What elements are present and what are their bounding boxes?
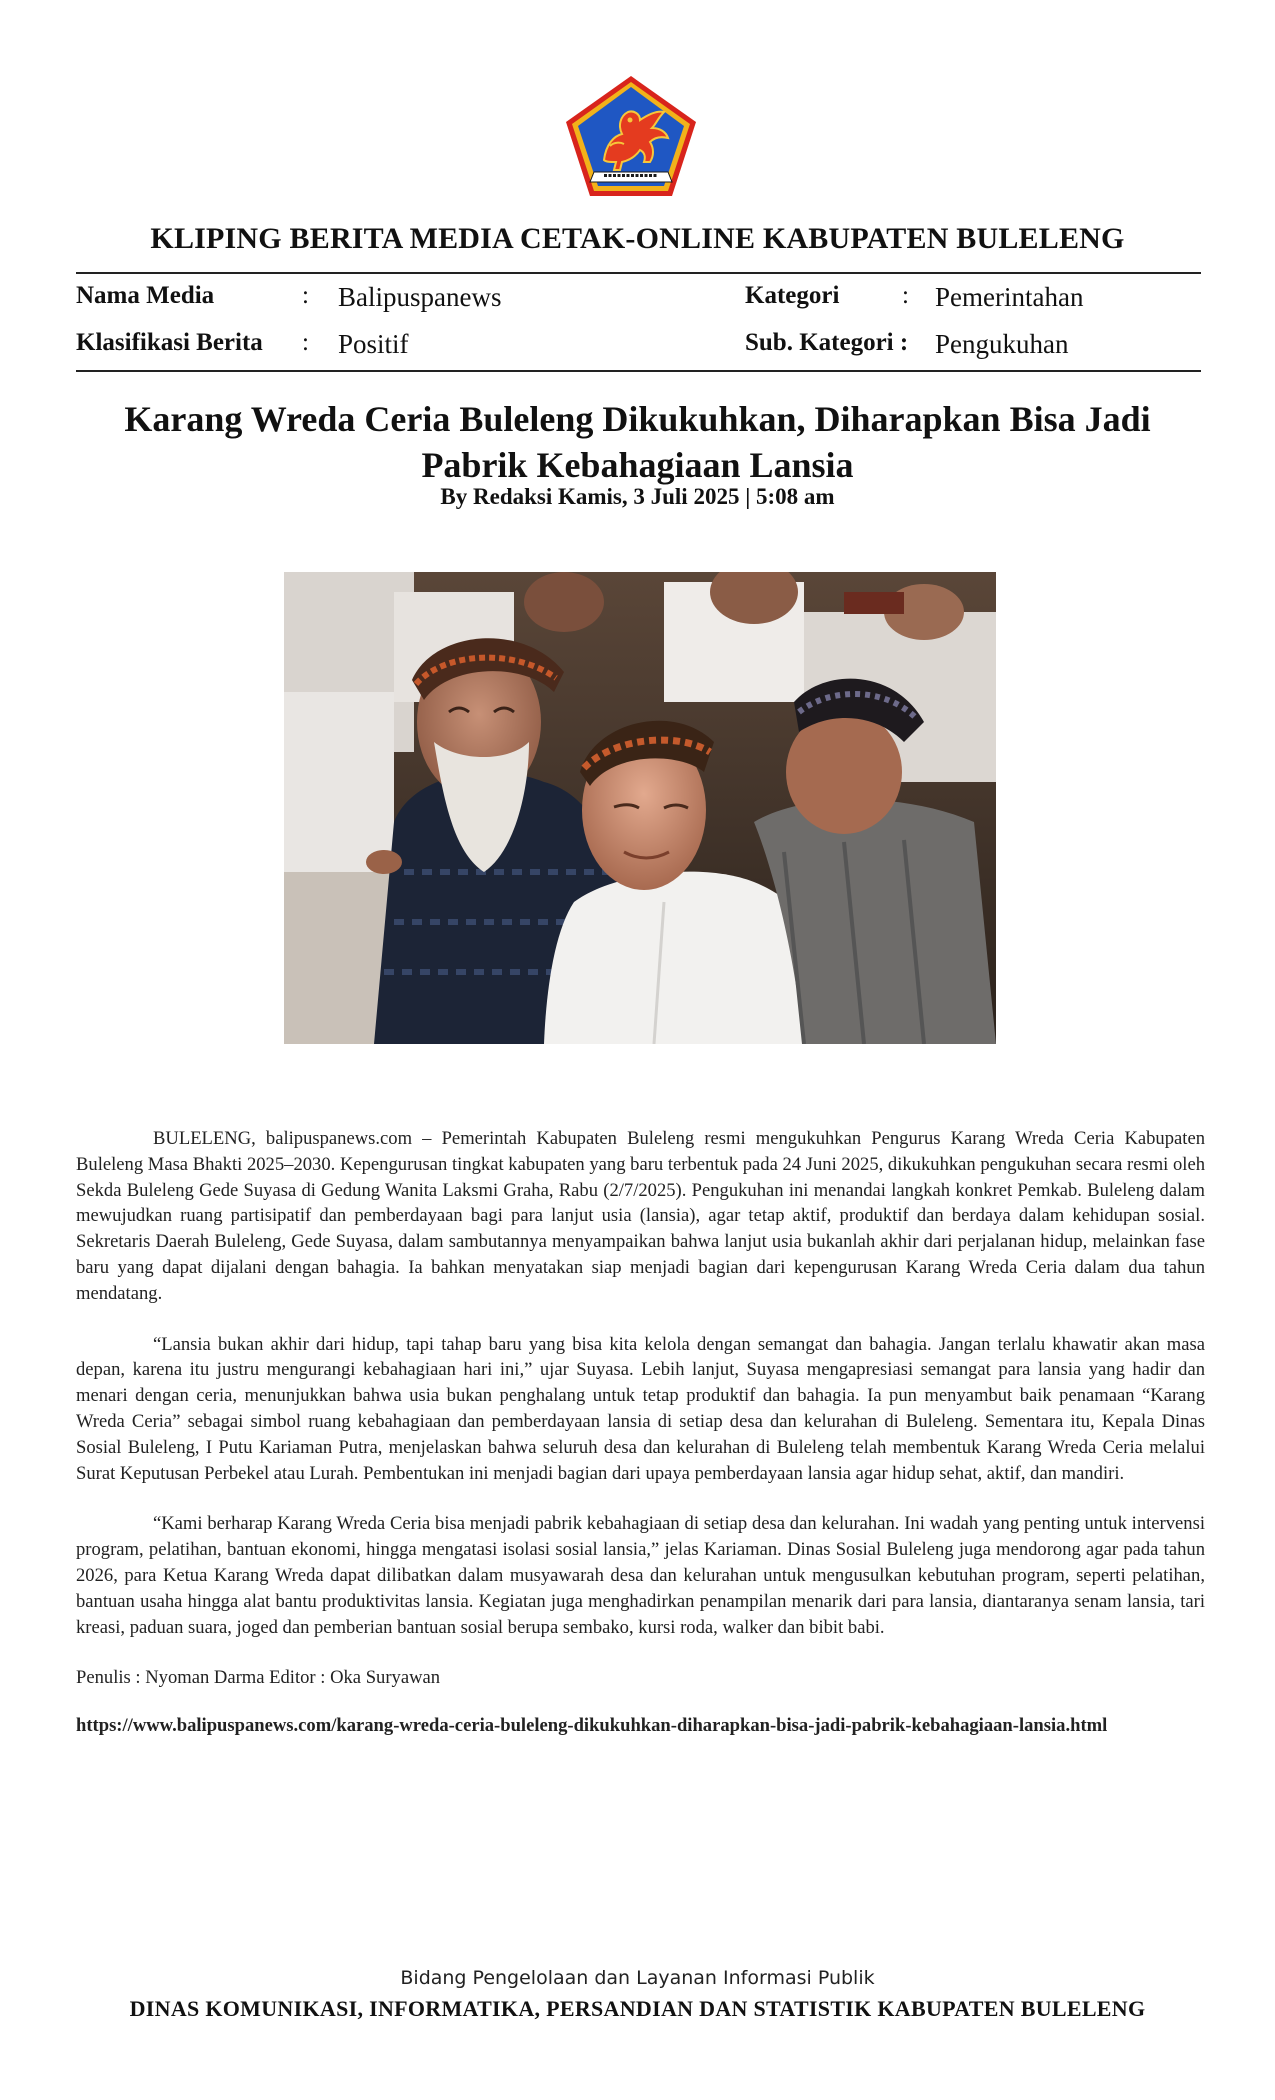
article-body	[76, 1126, 1205, 1739]
metadata-row-1	[0, 282, 1275, 318]
nama-media-label: Nama Media	[76, 282, 215, 309]
klasifikasi-berita-value: Positif	[338, 329, 409, 359]
kategori-label: Kategori	[745, 282, 840, 309]
klasifikasi-berita-colon: :	[302, 329, 309, 356]
kategori-value: Pemerintahan	[935, 282, 1084, 312]
header-divider-bottom	[76, 370, 1201, 372]
metadata-row-2	[0, 329, 1275, 365]
singa-ambara-raja-emblem-icon	[564, 74, 698, 200]
footer-agency: DINAS KOMUNIKASI, INFORMATIKA, PERSANDIAN DAN STATISTIK KABUPATEN BULELENG	[129, 1996, 1146, 2021]
header-divider-top	[76, 272, 1201, 274]
klasifikasi-berita-label: Klasifikasi Berita	[76, 329, 263, 356]
article-title	[110, 396, 1165, 488]
nama-media-colon: :	[302, 282, 309, 309]
elderly-men-udeng-photo	[284, 572, 996, 1044]
sub-kategori-value: Pengukuhan	[935, 329, 1069, 359]
kategori-colon: :	[902, 282, 909, 309]
document-header-title: KLIPING BERITA MEDIA CETAK-ONLINE KABUPATEN BULELENG	[150, 222, 1125, 255]
article-paragraph-1: BULELENG, balipuspanews.com – Pemerintah Kabupaten Buleleng resmi mengukuhkan Pengurus Karang Wreda Ceria Kabupaten Buleleng Masa Bhakti 2025–2030. Kepengurusan tingkat kabupaten yang baru terbentuk pada 24 Juni 2025, dikukuhkan pengukuhan secara resmi oleh Sekda Buleleng Gede Suyasa di Gedung Wanita Laksmi Graha, Rabu (2/7/2025). Pengukuhan ini menandai langkah konkret Pemkab. Buleleng dalam mewujudkan ruang partisipatif dan pemberdayaan bagi para lanjut usia (lansia), agar tetap aktif, produktif dan berdaya dalam kehidupan sosial. Sekretaris Daerah Buleleng, Gede Suyasa, dalam sambutannya menyampaikan bahwa lanjut usia bukanlah akhir dari perjalanan hidup, melainkan fase baru yang dapat dijalani dengan bahagia. Ia bahkan menyatakan siap menjadi bagian dari kepengurusan Karang Wreda Ceria dalam dua tahun mendatang.	[76, 1128, 1205, 1304]
article-paragraph-2: “Lansia bukan akhir dari hidup, tapi tahap baru yang bisa kita kelola dengan semangat dan bahagia. Jangan terlalu khawatir akan masa depan, karena itu justru mengurangi kebahagiaan hari ini,” ujar Suyasa. Lebih lanjut, Suyasa mengapresiasi semangat para lansia yang hadir dan menari dengan ceria, menunjukkan bahwa usia bukan penghalang untuk tetap produktif dan bahagia. Ia pun menyambut baik penamaan “Karang Wreda Ceria” sebagai simbol ruang kebahagiaan dan pemberdayaan lansia di setiap desa dan kelurahan di Buleleng. Sementara itu, Kepala Dinas Sosial Buleleng, I Putu Kariaman Putra, menjelaskan bahwa seluruh desa dan kelurahan di Buleleng telah membentuk Karang Wreda Ceria melalui Surat Keputusan Perbekel atau Lurah. Pembentukan ini menjadi bagian dari upaya pemberdayaan lansia agar hidup sehat, aktif, dan mandiri.	[76, 1333, 1205, 1484]
source-url-link[interactable]: https://www.balipuspanews.com/karang-wreda-ceria-buleleng-dikukuhkan-diharapkan-bisa-jadi-pabrik-kebahagiaan-lansia.html	[76, 1715, 1108, 1737]
article-paragraph-3: “Kami berharap Karang Wreda Ceria bisa menjadi pabrik kebahagiaan di setiap desa dan kelurahan. Ini wadah yang penting untuk intervensi program, pelatihan, bantuan ekonomi, hingga mengatasi isolasi sosial lansia,” jelas Kariaman. Dinas Sosial Buleleng juga mendorong agar pada tahun 2026, para Ketua Karang Wreda dapat dilibatkan dalam musyawarah desa dan kelurahan untuk mengusulkan kebutuhan program, seperti pelatihan, bantuan usaha hingga alat bantu produktivitas lansia. Kegiatan juga menghadirkan penampilan menarik dari para lansia, diantaranya senam lansia, tari kreasi, paduan suara, joged dan pemberian bantuan sosial berupa sembako, kursi roda, walker dan bibit babi.	[76, 1513, 1205, 1638]
article-title-line-2: Pabrik Kebahagiaan Lansia	[421, 445, 854, 485]
nama-media-value: Balipuspanews	[338, 282, 502, 312]
article-byline: By Redaksi Kamis, 3 Juli 2025 | 5:08 am	[440, 484, 835, 509]
sub-kategori-label: Sub. Kategori :	[745, 329, 909, 356]
footer-department: Bidang Pengelolaan dan Layanan Informasi Publik	[400, 1967, 875, 1989]
article-credits: Penulis : Nyoman Darma Editor : Oka Suryawan	[76, 1667, 441, 1689]
article-title-line-1: Karang Wreda Ceria Buleleng Dikukuhkan, Diharapkan Bisa Jadi	[124, 399, 1151, 439]
